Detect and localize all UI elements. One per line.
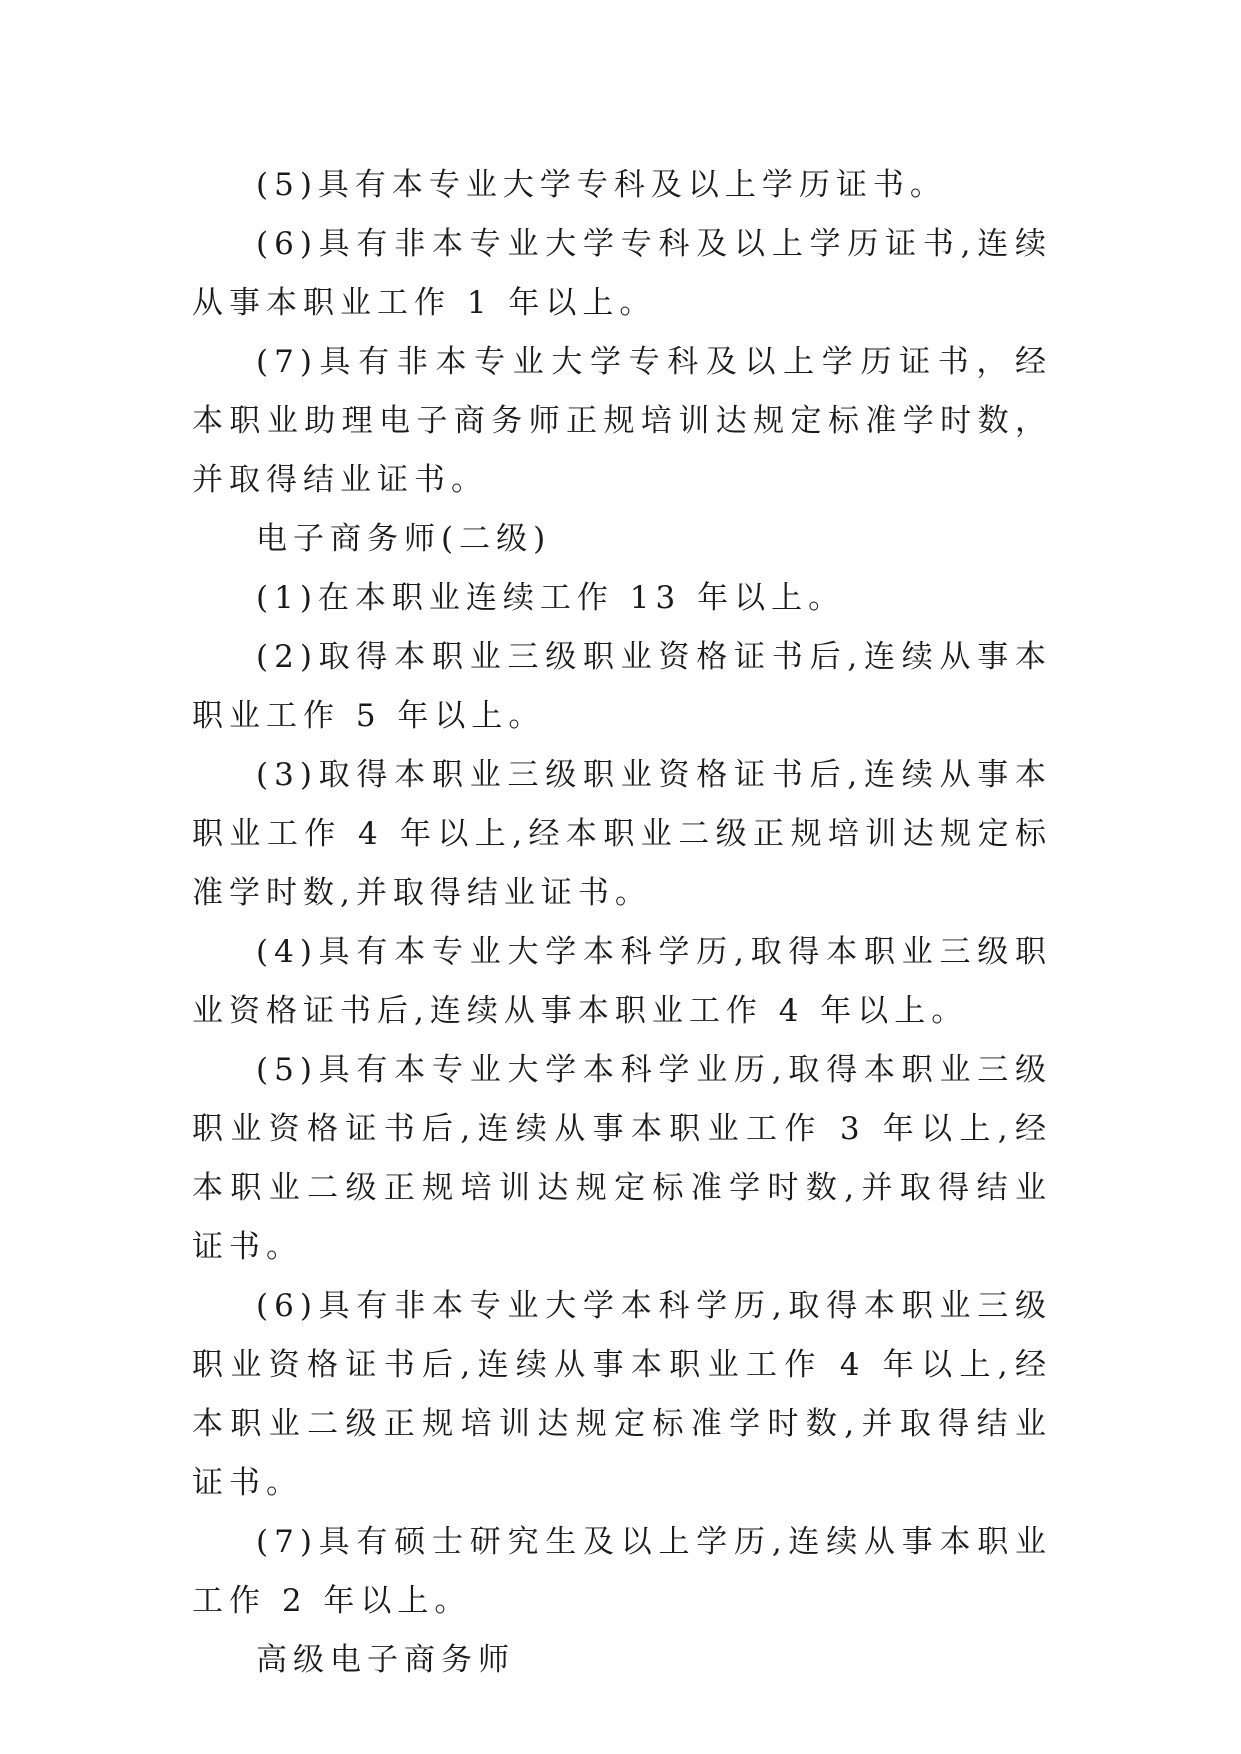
level2-item-1: (1)在本职业连续工作 13 年以上。 xyxy=(256,580,846,616)
level2-item-3: (3)取得本职业三级职业资格证书后,连续从事本职业工作 4 年以上,经本职业二级正规培训达规定标准学时数,并取得结业证书。 xyxy=(192,757,1052,911)
level2-item-7: (7)具有硕士研究生及以上学历,连续从事本职业工作 2 年以上。 xyxy=(192,1524,1052,1619)
level2-item-4: (4)具有本专业大学本科学历,取得本职业三级职业资格证书后,连续从事本职业工作 4 年以上。 xyxy=(192,934,1052,1029)
level2-item-6: (6)具有非本专业大学本科学历,取得本职业三级职业资格证书后,连续从事本职业工作 4 年以上,经本职业二级正规培训达规定标准学时数,并取得结业证书。 xyxy=(192,1288,1052,1501)
section-heading-level2: 电子商务师(二级) xyxy=(256,521,552,557)
level2-item-5: (5)具有本专业大学本科学业历,取得本职业三级职业资格证书后,连续从事本职业工作 3 年以上,经本职业二级正规培训达规定标准学时数,并取得结业证书。 xyxy=(192,1052,1052,1265)
section-heading-senior: 高级电子商务师 xyxy=(256,1642,515,1678)
level2-item-2: (2)取得本职业三级职业资格证书后,连续从事本职业工作 5 年以上。 xyxy=(192,639,1052,734)
paragraph-item-7: (7)具有非本专业大学专科及以上学历证书，经本职业助理电子商务师正规培训达规定标准学时数，并取得结业证书。 xyxy=(192,344,1052,498)
document-body xyxy=(192,156,1052,1690)
paragraph-item-5: (5)具有本专业大学专科及以上学历证书。 xyxy=(256,167,947,203)
paragraph-item-6: (6)具有非本专业大学专科及以上学历证书,连续从事本职业工作 1 年以上。 xyxy=(192,226,1052,321)
